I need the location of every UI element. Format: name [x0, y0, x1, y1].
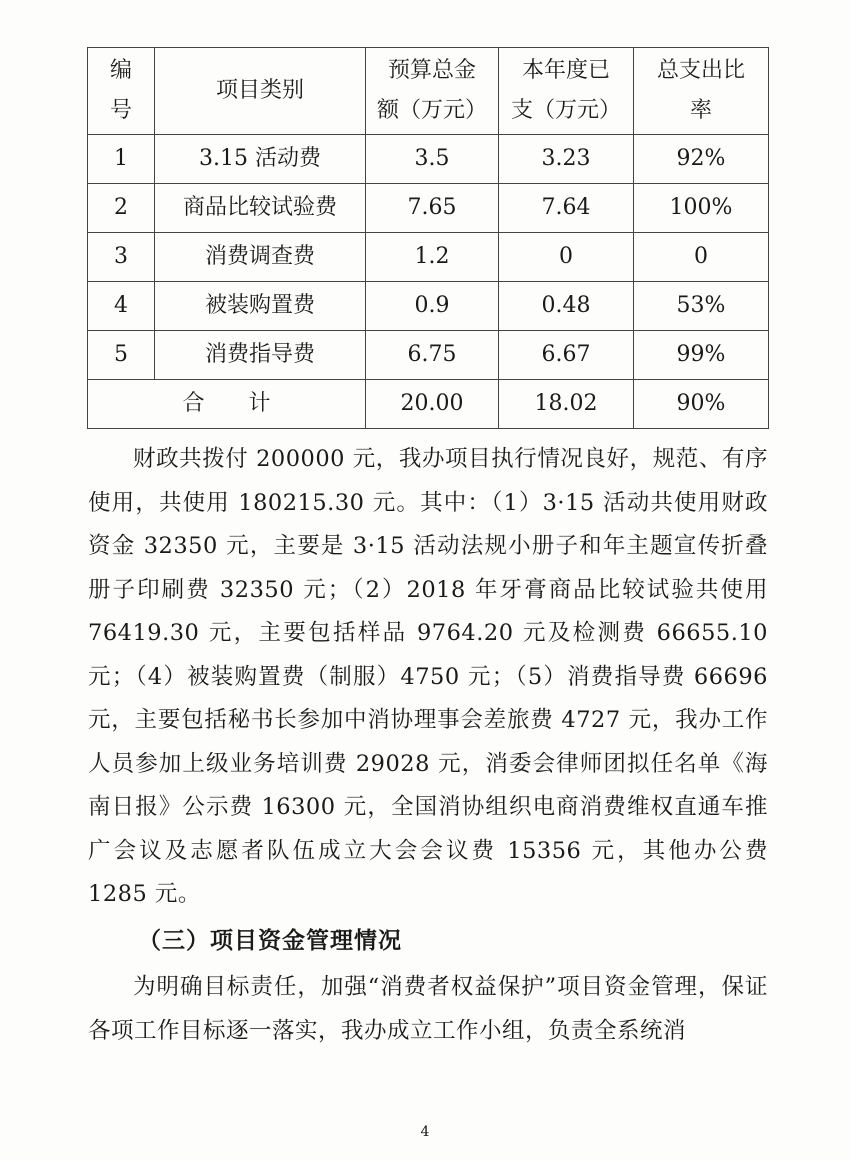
- budget-table: [87, 47, 769, 429]
- section-heading: （三）项目资金管理情况: [138, 927, 402, 954]
- cell-spent: 0.48: [499, 282, 634, 331]
- header-spent: 本年度已 支（万元）: [499, 48, 634, 135]
- table-row: [88, 233, 769, 282]
- cell-no: 5: [88, 331, 155, 380]
- cell-spent: 3.23: [499, 135, 634, 184]
- cell-name: 消费指导费: [155, 331, 366, 380]
- cell-no: 4: [88, 282, 155, 331]
- cell-budget: 6.75: [366, 331, 499, 380]
- cell-name: 3.15 活动费: [155, 135, 366, 184]
- cell-ratio: 100%: [634, 184, 769, 233]
- header-budget: 预算总金 额（万元）: [366, 48, 499, 135]
- total-ratio: 90%: [634, 380, 769, 429]
- cell-no: 1: [88, 135, 155, 184]
- cell-no: 2: [88, 184, 155, 233]
- table-total-row: [88, 380, 769, 429]
- cell-budget: 0.9: [366, 282, 499, 331]
- table-row: [88, 282, 769, 331]
- cell-name: 商品比较试验费: [155, 184, 366, 233]
- cell-spent: 6.67: [499, 331, 634, 380]
- table-row: [88, 135, 769, 184]
- page-number: 4: [420, 1124, 430, 1140]
- total-label: 合 计: [88, 380, 366, 429]
- cell-name: 被装购置费: [155, 282, 366, 331]
- table-row: [88, 184, 769, 233]
- paragraph-expenditure: 财政共拨付 200000 元，我办项目执行情况良好，规范、有序使用，共使用 180215.30 元。其中：（1）3·15 活动共使用财政资金 32350 元，主要是 3·15 活动法规小册子和年主题宣传折叠册子印刷费 32350 元；（2）2018 年牙膏商品比较试验共使用 76419.30 元，主要包括样品 9764.20 元及检测费 66655.10 元；（4）被装购置费（制服）4750 元；（5）消费指导费 66696 元，主要包括秘书长参加中消协理事会差旅费 4727 元，我办工作人员参加上级业务培训费 29028 元，消委会律师团拟任名单《海南日报》公示费 16300 元，全国消协组织电商消费维权直通车推广会议及志愿者队伍成立大会会议费 15356 元，其他办公费 1285 元。: [88, 446, 768, 907]
- table-header-row: [88, 48, 769, 135]
- cell-name: 消费调查费: [155, 233, 366, 282]
- cell-ratio: 92%: [634, 135, 769, 184]
- cell-spent: 7.64: [499, 184, 634, 233]
- header-ratio: 总支出比 率: [634, 48, 769, 135]
- total-budget: 20.00: [366, 380, 499, 429]
- total-spent: 18.02: [499, 380, 634, 429]
- cell-ratio: 0: [634, 233, 769, 282]
- cell-spent: 0: [499, 233, 634, 282]
- cell-ratio: 53%: [634, 282, 769, 331]
- cell-budget: 7.65: [366, 184, 499, 233]
- header-name: 项目类别: [155, 48, 366, 135]
- cell-ratio: 99%: [634, 331, 769, 380]
- cell-budget: 3.5: [366, 135, 499, 184]
- cell-no: 3: [88, 233, 155, 282]
- cell-budget: 1.2: [366, 233, 499, 282]
- paragraph-management: 为明确目标责任，加强“消费者权益保护”项目资金管理，保证各项工作目标逐一落实，我办成立工作小组，负责全系统消: [88, 974, 768, 1044]
- table-row: [88, 331, 769, 380]
- header-no: 编 号: [88, 48, 155, 135]
